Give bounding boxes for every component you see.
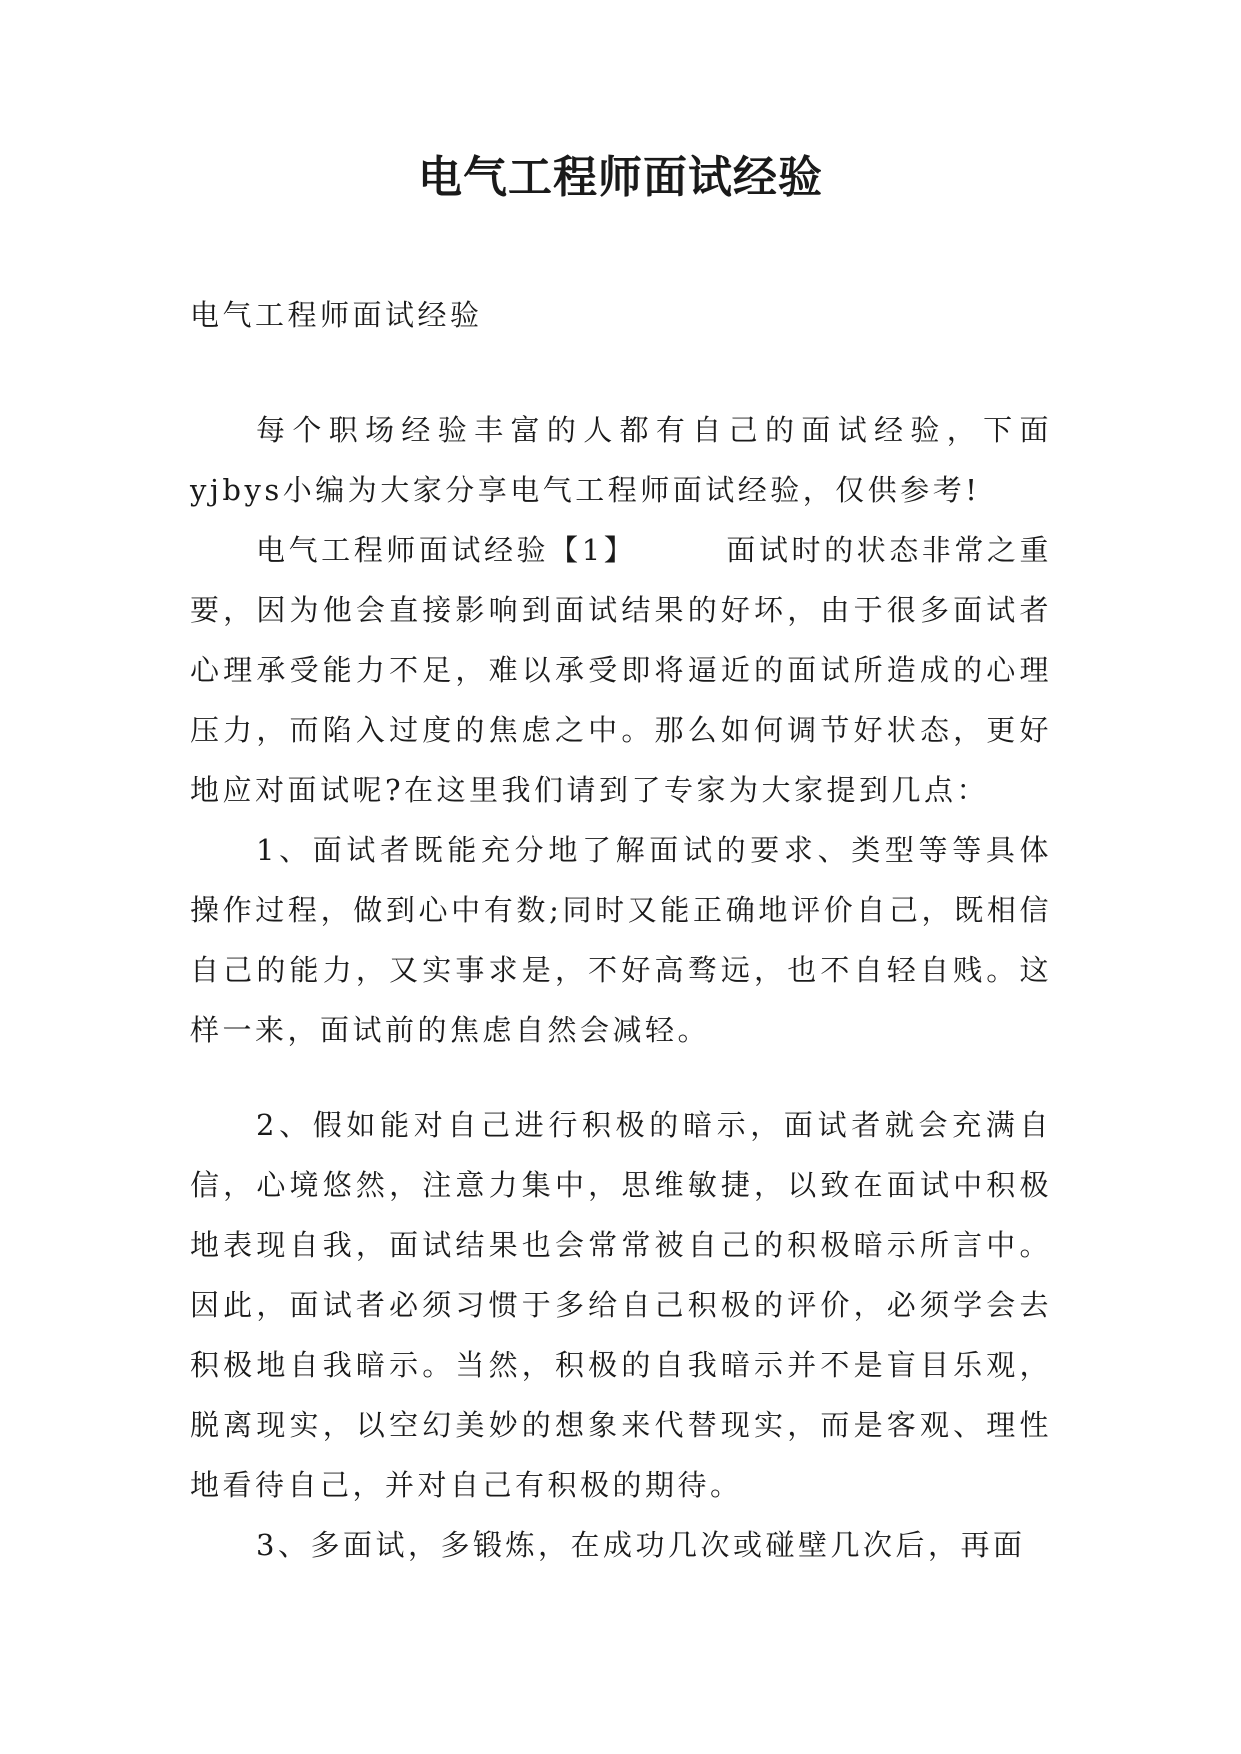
document-title: 电气工程师面试经验 bbox=[418, 152, 823, 203]
section1-paragraph bbox=[190, 520, 1052, 820]
document-subtitle: 电气工程师面试经验 bbox=[190, 298, 483, 332]
section1-text: 面试时的状态非常之重要，因为他会直接影响到面试结果的好坏，由于很多面试者心理承受能力不足，难以承受即将逼近的面试所造成的心理压力，而陷入过度的焦虑之中。那么如何调节好状态，更好地应对面试呢?在这里我们请到了专家为大家提到几点： bbox=[190, 533, 1052, 807]
section1-heading: 电气工程师面试经验【1】 bbox=[256, 533, 637, 567]
point3-paragraph: 3、多面试，多锻炼，在成功几次或碰壁几次后，再面 bbox=[256, 1528, 1026, 1562]
intro-paragraph: 每个职场经验丰富的人都有自己的面试经验，下面yjbys小编为大家分享电气工程师面试经验，仅供参考! bbox=[190, 413, 1052, 507]
point2-paragraph: 2、假如能对自己进行积极的暗示，面试者就会充满自信，心境悠然，注意力集中，思维敏捷，以致在面试中积极地表现自我，面试结果也会常常被自己的积极暗示所言中。因此，面试者必须习惯于多给自己积极的评价，必须学会去积极地自我暗示。当然，积极的自我暗示并不是盲目乐观，脱离现实，以空幻美妙的想象来代替现实，而是客观、理性地看待自己，并对自己有积极的期待。 bbox=[190, 1108, 1052, 1502]
point1-paragraph: 1、面试者既能充分地了解面试的要求、类型等等具体操作过程，做到心中有数;同时又能正确地评价自己，既相信自己的能力，又实事求是，不好高骛远，也不自轻自贱。这样一来，面试前的焦虑自然会减轻。 bbox=[190, 833, 1052, 1047]
